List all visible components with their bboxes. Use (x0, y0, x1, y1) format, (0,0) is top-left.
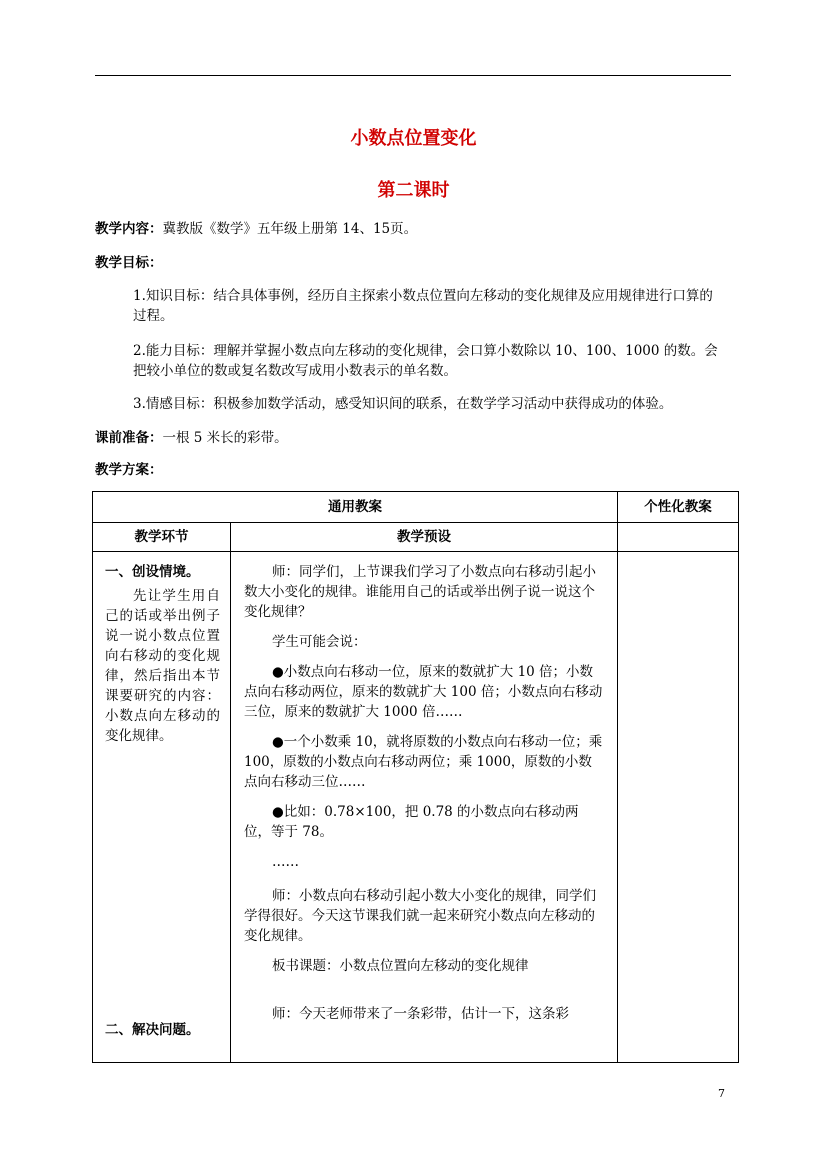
preset-paragraph: ●小数点向右移动一位，原来的数就扩大 10 倍；小数点向右移动两位，原来的数就扩大 100 倍；小数点向右移动三位，原来的数就扩大 1000 倍…… (244, 664, 603, 720)
lesson-plan-table (92, 491, 739, 1063)
goals-label: 教学目标： (95, 255, 163, 271)
preset-column-header: 教学预设 (231, 523, 618, 552)
preset-paragraph: 师：今天老师带来了一条彩带，估计一下，这条彩 (272, 1006, 569, 1022)
preset-paragraph: 学生可能会说： (272, 634, 367, 650)
personal-empty-cell (618, 523, 739, 552)
page-subtitle: 第二课时 (377, 180, 450, 201)
preset-paragraph: ●比如：0.78×100，把 0.78 的小数点向右移动两位，等于 78。 (244, 804, 579, 840)
stage1-text: 先让学生用自己的话或举出例子说一说小数点位置向右移动的变化规律，然后指出本节课要研究的内容：小数点向左移动的变化规律。 (105, 588, 220, 744)
preset-paragraph: 板书课题：小数点位置向左移动的变化规律 (272, 958, 529, 974)
preset-paragraph: 师：小数点向右移动引起小数大小变化的规律，同学们学得很好。今天这节课我们就一起来研究小数点向左移动的变化规律。 (244, 888, 596, 944)
page-number: 7 (718, 1087, 725, 1100)
prep-line (95, 428, 288, 448)
stage-column-header: 教学环节 (93, 523, 231, 552)
goal-2: 2.能力目标：理解并掌握小数点向左移动的变化规律，会口算小数除以 10、100、1000 的数。会把较小单位的数或复名数改写成用小数表示的单名数。 (133, 343, 718, 379)
page-title: 小数点位置变化 (350, 128, 477, 149)
goal-3: 3.情感目标：积极参加数学活动，感受知识间的联系，在数学学习活动中获得成功的体验。 (133, 396, 673, 412)
preset-cell (231, 552, 618, 1063)
header-rule (95, 75, 731, 76)
content-line (95, 219, 417, 239)
preset-paragraph: …… (272, 854, 299, 870)
stage1-title: 一、创设情境。 (105, 564, 200, 580)
stage2-title: 二、解决问题。 (105, 1022, 200, 1038)
content-label: 教学内容： (95, 221, 163, 237)
personal-plan-cell (618, 552, 739, 1063)
plan-label: 教学方案： (95, 462, 163, 478)
preset-paragraph: 师：同学们，上节课我们学习了小数点向右移动引起小数大小变化的规律。谁能用自己的话或举出例子说一说这个变化规律？ (244, 564, 596, 620)
content-text: 冀教版《数学》五年级上册第 14、15页。 (162, 221, 418, 237)
personal-plan-header: 个性化教案 (618, 492, 739, 523)
goal-1: 1.知识目标：结合具体事例，经历自主探索小数点位置向左移动的变化规律及应用规律进行口算的过程。 (133, 288, 713, 324)
prep-text: 一根 5 米长的彩带。 (162, 430, 288, 446)
general-plan-header: 通用教案 (93, 492, 618, 523)
prep-label: 课前准备： (95, 430, 163, 446)
stage-cell (93, 552, 231, 1063)
preset-paragraph: ●一个小数乘 10，就将原数的小数点向右移动一位；乘 100，原数的小数点向右移动两位；乘 1000，原数的小数点向右移动三位…… (244, 734, 603, 790)
